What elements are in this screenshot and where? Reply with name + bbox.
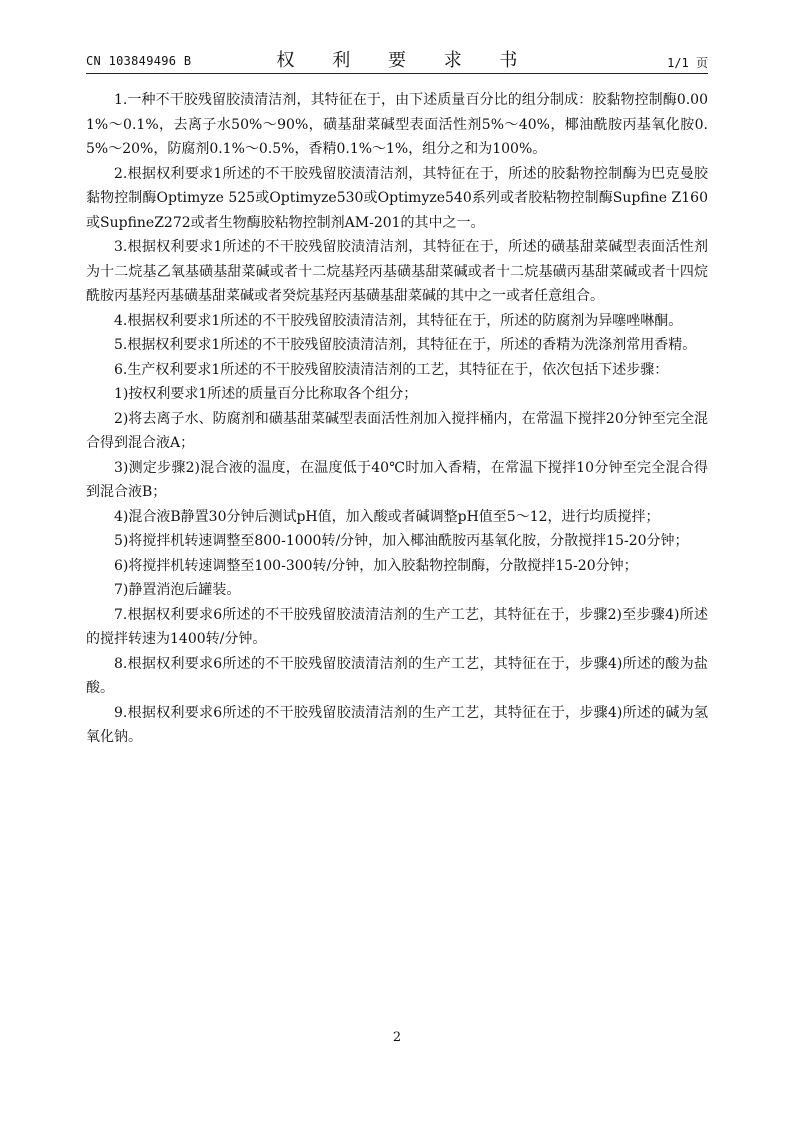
patent-number: CN 103849496 B	[86, 54, 192, 68]
page-indicator: 1/1 页	[667, 56, 708, 70]
claim-6-step-1: 1)按权利要求1所述的质量百分比称取各个组分；	[114, 386, 418, 402]
claim-6-step-2: 2)将去离子水、防腐剂和磺基甜菜碱型表面活性剂加入搅拌桶内，在常温下搅拌20分钟至完全混合得到混合液A；	[86, 410, 708, 451]
page-header	[86, 46, 708, 74]
claim-6-step-7: 7)静置消泡后罐装。	[114, 582, 241, 598]
claim-6-step-3: 3)测定步骤2)混合液的温度，在温度低于40℃时加入香精，在常温下搅拌10分钟至完全混合得到混合液B；	[86, 459, 708, 500]
header-divider	[86, 73, 708, 74]
page-number: 2	[392, 1030, 402, 1045]
claim-9: 9.根据权利要求6所述的不干胶残留胶渍清洁剂的生产工艺，其特征在于，步骤4)所述的碱为氢氧化钠。	[86, 704, 708, 745]
claim-4: 4.根据权利要求1所述的不干胶残留胶渍清洁剂，其特征在于，所述的防腐剂为异噻唑啉酮。	[114, 312, 683, 329]
claim-5: 5.根据权利要求1所述的不干胶残留胶渍清洁剂，其特征在于，所述的香精为洗涤剂常用香精。	[114, 337, 697, 353]
claim-6: 6.生产权利要求1所述的不干胶残留胶渍清洁剂的工艺，其特征在于，依次包括下述步骤：	[114, 361, 669, 378]
claim-8: 8.根据权利要求6所述的不干胶残留胶渍清洁剂的生产工艺，其特征在于，步骤4)所述的酸为盐酸。	[86, 655, 708, 696]
document-title: 权 利 要 求 书	[276, 50, 534, 71]
claim-6-step-6: 6)将搅拌机转速调整至100-300转/分钟，加入胶黏物控制酶，分散搅拌15-20分钟；	[114, 557, 638, 574]
claim-6-step-5: 5)将搅拌机转速调整至800-1000转/分钟，加入椰油酰胺丙基氧化胺，分散搅拌15-20分钟；	[114, 533, 689, 549]
claims-body	[86, 88, 708, 750]
claim-1: 1.一种不干胶残留胶渍清洁剂，其特征在于，由下述质量百分比的组分制成：胶黏物控制酶0.001%～0.1%，去离子水50%～90%，磺基甜菜碱型表面活性剂5%～40%，椰油酰胺丙基氧化胺0.5%～20%，防腐剂0.1%～0.5%，香精0.1%～1%，组分之和为100%。	[86, 92, 708, 157]
claim-3: 3.根据权利要求1所述的不干胶残留胶渍清洁剂，其特征在于，所述的磺基甜菜碱型表面活性剂为十二烷基乙氧基磺基甜菜碱或者十二烷基羟丙基磺基甜菜碱或者十二烷基磺丙基甜菜碱或者十四烷酰胺丙基羟丙基磺基甜菜碱或者癸烷基羟丙基磺基甜菜碱的其中之一或者任意组合。	[86, 239, 708, 304]
claim-6-step-4: 4)混合液B静置30分钟后测试pH值，加入酸或者碱调整pH值至5～12，进行均质搅拌；	[114, 508, 660, 525]
claim-7: 7.根据权利要求6所述的不干胶残留胶渍清洁剂的生产工艺，其特征在于，步骤2)至步骤4)所述的搅拌转速为1400转/分钟。	[86, 606, 708, 647]
claim-2: 2.根据权利要求1所述的不干胶残留胶渍清洁剂，其特征在于，所述的胶黏物控制酶为巴克曼胶黏物控制酶Optimyze 525或Optimyze530或Optimyze540系列或者胶粘物控制酶Supfine Z160或SupfineZ272或者生物酶胶粘物控制剂AM-201的其中之一。	[86, 165, 708, 231]
